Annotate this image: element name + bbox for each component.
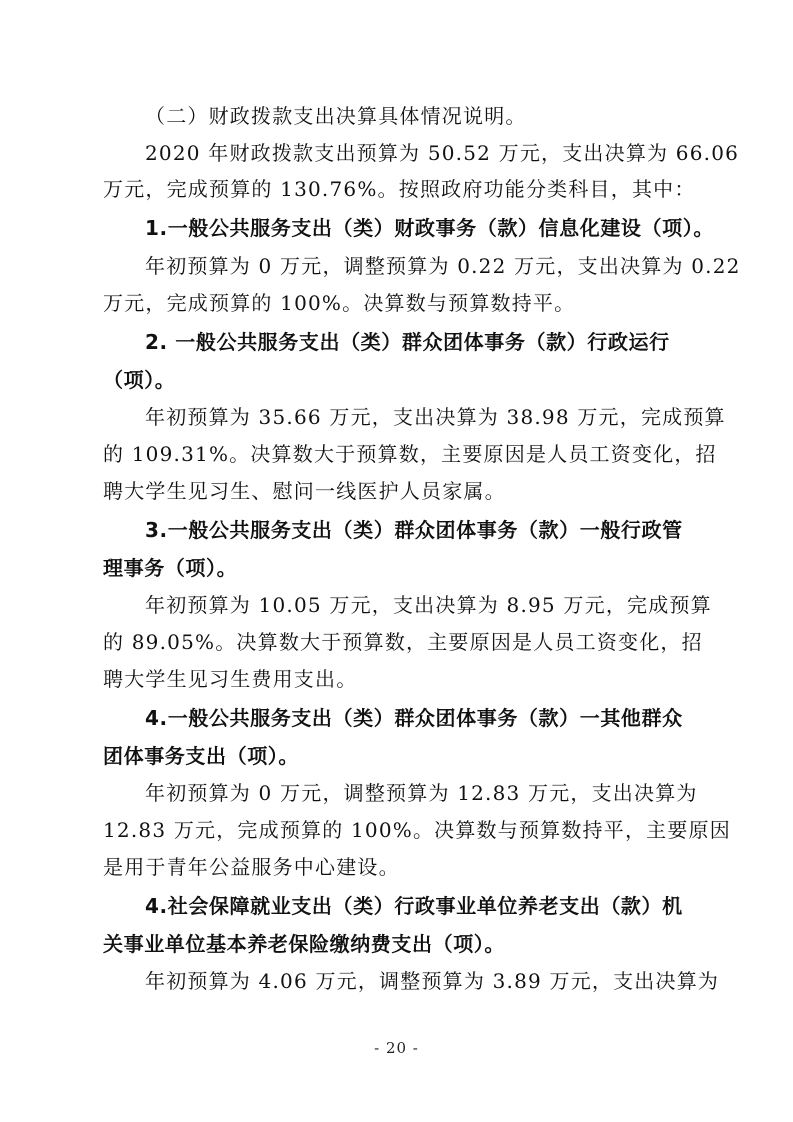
item-4-body-line-1: 年初预算为 0 万元，调整预算为 12.83 万元，支出决算为 <box>145 781 698 805</box>
item-5-title-line-1: 4.社会保障就业支出（类）行政事业单位养老支出（款）机 <box>145 894 683 918</box>
item-3-body-line-1: 年初预算为 10.05 万元，支出决算为 8.95 万元，完成预算 <box>145 593 712 617</box>
item-3-body-line-3: 聘大学生见习生费用支出。 <box>103 667 358 691</box>
item-1-body-line-1: 年初预算为 0 万元，调整预算为 0.22 万元，支出决算为 0.22 <box>145 254 741 278</box>
item-2-body-line-1: 年初预算为 35.66 万元，支出决算为 38.98 万元，完成预算 <box>145 405 726 429</box>
item-4-body-line-2: 12.83 万元，完成预算的 100%。决算数与预算数持平，主要原因 <box>103 818 731 842</box>
item-4-title-line-1: 4.一般公共服务支出（类）群众团体事务（款）一其他群众 <box>145 706 683 730</box>
item-2-body-line-2: 的 109.31%。决算数大于预算数，主要原因是人员工资变化，招 <box>103 442 717 466</box>
page-number: - 20 - <box>374 1039 419 1057</box>
intro-line-1: 2020 年财政拨款支出预算为 50.52 万元，支出决算为 66.06 <box>145 141 740 165</box>
item-2-body-line-3: 聘大学生见习生、慰问一线医护人员家属。 <box>103 479 506 503</box>
section-heading: （二）财政拨款支出决算具体情况说明。 <box>145 104 527 128</box>
item-1-title: 1.一般公共服务支出（类）财政事务（款）信息化建设（项）。 <box>145 216 714 240</box>
item-3-title-line-2: 理事务（项）。 <box>103 556 238 580</box>
item-5-body-line-1: 年初预算为 4.06 万元，调整预算为 3.89 万元，支出决算为 <box>145 969 720 993</box>
item-4-body-line-3: 是用于青年公益服务中心建设。 <box>103 855 400 879</box>
intro-line-2: 万元，完成预算的 130.76%。按照政府功能分类科目，其中： <box>103 177 696 201</box>
item-2-title-line-2: （项）。 <box>103 368 176 392</box>
item-2-title-line-1: 2. 一般公共服务支出（类）群众团体事务（款）行政运行 <box>145 330 670 354</box>
item-1-body-line-2: 万元，完成预算的 100%。决算数与预算数持平。 <box>103 291 576 315</box>
item-3-title-line-1: 3.一般公共服务支出（类）群众团体事务（款）一般行政管 <box>145 518 683 542</box>
item-4-title-line-2: 团体事务支出（项）。 <box>103 744 299 768</box>
item-3-body-line-2: 的 89.05%。决算数大于预算数，主要原因是人员工资变化，招 <box>103 630 703 654</box>
item-5-title-line-2: 关事业单位基本养老保险缴纳费支出（项）。 <box>103 932 505 956</box>
